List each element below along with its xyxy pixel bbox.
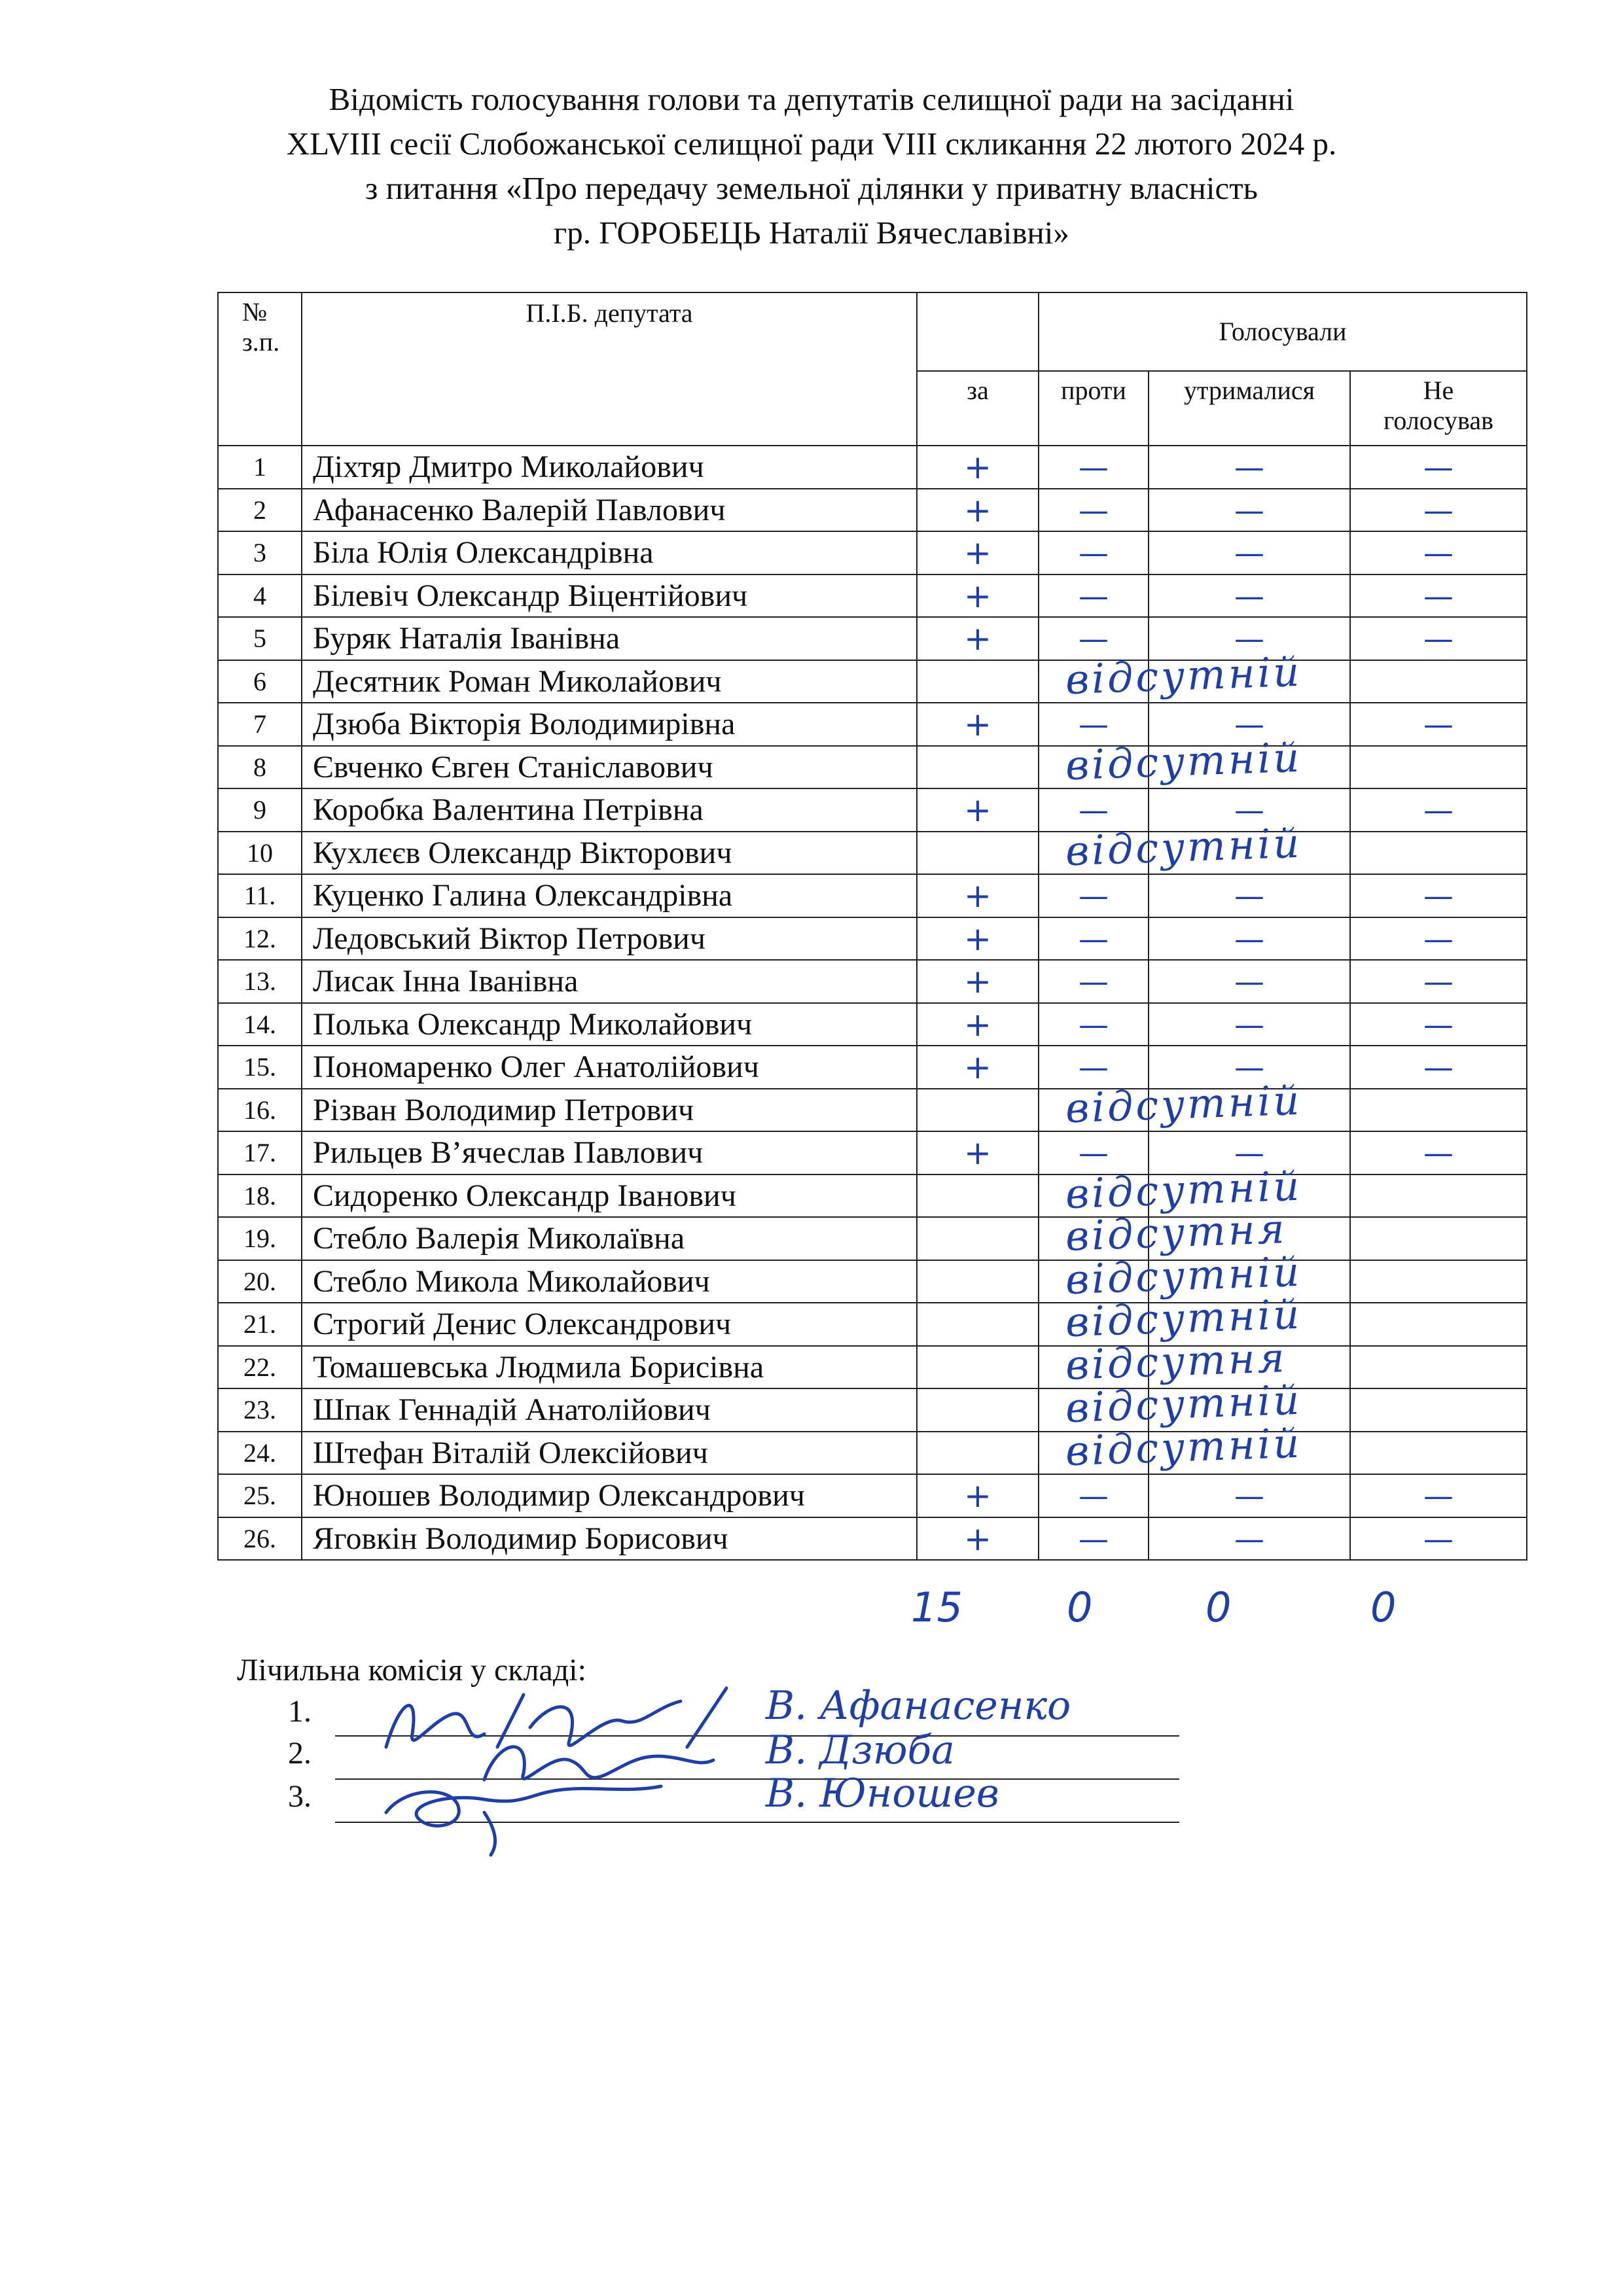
deputy-name: Куценко Галина Олександрівна [302,874,917,917]
vote-dash-mark: — [1234,1135,1264,1171]
vote-dash-mark: — [1423,621,1454,656]
deputy-name: Дзюба Вікторія Володимирівна [302,703,917,746]
absent-note: відсутній [1064,1076,1303,1132]
title-line-2: XLVIII сесії Слобожанської селищної ради VIII скликання 22 лютого 2024 р. [286,126,1337,162]
vote-dash-mark: — [1234,492,1264,528]
deputy-name: Афанасенко Валерій Павлович [302,489,917,532]
deputy-name: Коробка Валентина Петрівна [302,788,917,832]
table-row [218,1260,1527,1303]
vote-dash-mark: — [1079,1478,1109,1513]
vote-not-voted-cell [1350,1217,1527,1260]
vote-for-cell [917,531,1039,574]
vote-not-voted-cell [1350,788,1527,832]
row-number: 12. [218,917,302,961]
vote-for-cell [917,1003,1039,1046]
table-row [218,489,1527,532]
row-number: 15. [218,1046,302,1089]
vote-dash-mark: — [1234,878,1264,913]
deputy-name: Ледовський Віктор Петрович [302,917,917,961]
vote-for-cell [917,660,1039,703]
vote-abstained-cell [1149,489,1350,532]
absent-note: відсутній [1064,1290,1303,1347]
vote-for-cell [917,1089,1039,1132]
vote-against-cell [1039,1003,1149,1046]
header-empty [917,292,1039,371]
table-row [218,703,1527,746]
table-row [218,1346,1527,1389]
row-number: 4 [218,574,302,618]
vote-dash-mark: — [1234,792,1264,828]
vote-dash-mark: — [1079,450,1109,485]
vote-not-voted-cell [1350,1046,1527,1089]
vote-abstained-cell [1149,1003,1350,1046]
row-number: 5 [218,617,302,660]
vote-plus-mark: + [964,620,991,658]
vote-for-cell [917,917,1039,961]
table-row [218,660,1527,703]
vote-dash-mark: — [1079,621,1109,656]
deputy-name: Різван Володимир Петрович [302,1089,917,1132]
vote-against-cell [1039,1474,1149,1517]
vote-against-cell [1039,1076,1303,1132]
vote-not-voted-cell [1350,746,1527,789]
vote-not-voted-cell [1350,1432,1527,1475]
vote-for-cell [917,1046,1039,1089]
vote-against-cell [1039,733,1303,789]
vote-dash-mark: — [1079,1006,1109,1042]
vote-for-cell [917,1174,1039,1218]
row-number: 22. [218,1346,302,1389]
vote-plus-mark: + [964,491,991,529]
vote-not-voted-cell [1350,617,1527,660]
vote-plus-mark: + [964,1048,991,1086]
vote-abstained-cell [1149,574,1350,618]
vote-plus-mark: + [964,791,991,829]
table-row [218,531,1527,574]
table-row [218,917,1527,961]
deputy-name: Білевіч Олександр Віцентійович [302,574,917,618]
vote-for-cell [917,1517,1039,1561]
vote-for-cell [917,874,1039,917]
vote-for-cell [917,1260,1039,1303]
vote-dash-mark: — [1079,921,1109,957]
deputy-name: Томашевська Людмила Борисівна [302,1346,917,1389]
deputy-name: Стебло Валерія Миколаївна [302,1217,917,1260]
vote-dash-mark: — [1234,578,1264,614]
vote-dash-mark: — [1423,578,1454,614]
vote-against-cell [1039,489,1149,532]
vote-for-cell [917,1131,1039,1174]
table-row [218,1217,1527,1260]
vote-dash-mark: — [1079,1050,1109,1085]
vote-not-voted-cell [1350,446,1527,489]
deputy-name: Стебло Микола Миколайович [302,1260,917,1303]
commission-member-3-name: В. Юношев [766,1771,999,1816]
vote-abstained-cell [1149,832,1350,875]
deputy-name: Десятник Роман Миколайович [302,660,917,703]
vote-for-cell [917,832,1039,875]
table-row [218,1131,1527,1174]
deputy-name: Діхтяр Дмитро Миколайович [302,446,917,489]
row-number: 18. [218,1174,302,1218]
row-number: 11. [218,874,302,917]
vote-dash-mark: — [1423,1050,1454,1085]
vote-against-cell [1039,574,1149,618]
vote-dash-mark: — [1234,1478,1264,1513]
commission-member-3-number: 3. [288,1779,312,1814]
vote-dash-mark: — [1079,1521,1109,1557]
vote-abstained-cell [1149,660,1350,703]
row-number: 10 [218,832,302,875]
row-number: 20. [218,1260,302,1303]
vote-dash-mark: — [1234,964,1264,999]
vote-not-voted-cell [1350,574,1527,618]
vote-for-cell [917,746,1039,789]
vote-dash-mark: — [1079,535,1109,571]
table-row [218,1517,1527,1561]
vote-abstained-cell [1149,1089,1350,1132]
row-number: 25. [218,1474,302,1517]
row-number: 17. [218,1131,302,1174]
commission-label: Лічильна комісія у складі: [237,1653,586,1687]
deputy-name: Яговкін Володимир Борисович [302,1517,917,1561]
vote-plus-mark: + [964,1005,991,1044]
vote-plus-mark: + [964,877,991,915]
vote-dash-mark: — [1423,1521,1454,1557]
vote-dash-mark: — [1234,921,1264,957]
vote-not-voted-cell [1350,1003,1527,1046]
vote-dash-mark: — [1079,792,1109,828]
vote-abstained-cell [1149,531,1350,574]
title-line-4: гр. ГОРОБЕЦЬ Наталії Вячеславівні» [554,215,1069,251]
vote-abstained-cell [1149,746,1350,789]
table-row [218,1303,1527,1346]
vote-abstained-cell [1149,1517,1350,1561]
header-abstained: утрималися [1149,371,1350,446]
vote-dash-mark: — [1079,964,1109,999]
vote-not-voted-cell [1350,1346,1527,1389]
vote-abstained-cell [1149,874,1350,917]
vote-not-voted-cell [1350,960,1527,1003]
deputy-name: Юношев Володимир Олександрович [302,1474,917,1517]
total-for: 15 [911,1583,963,1631]
row-number: 2 [218,489,302,532]
deputy-name: Буряк Наталія Іванівна [302,617,917,660]
header-against: проти [1039,371,1149,446]
vote-dash-mark: — [1423,964,1454,999]
vote-against-cell [1039,446,1149,489]
table-row [218,1174,1527,1218]
deputy-name: Євченко Євген Станіславович [302,746,917,789]
vote-dash-mark: — [1423,707,1454,742]
commission-member-2-name: В. Дзюба [766,1727,955,1773]
deputy-name: Біла Юлія Олександрівна [302,531,917,574]
absent-note: відсутній [1064,819,1303,875]
row-number: 21. [218,1303,302,1346]
vote-dash-mark: — [1079,492,1109,528]
vote-not-voted-cell [1350,531,1527,574]
row-number: 1 [218,446,302,489]
table-row [218,1003,1527,1046]
row-number: 13. [218,960,302,1003]
table-row [218,746,1527,789]
title-line-3: з питання «Про передачу земельної ділянки у приватну власність [365,170,1258,206]
deputy-name: Полька Олександр Миколайович [302,1003,917,1046]
vote-against-cell [1039,647,1303,703]
table-row [218,960,1527,1003]
vote-for-cell [917,446,1039,489]
vote-not-voted-cell [1350,874,1527,917]
absent-note: відсутня [1064,1205,1288,1260]
row-number: 3 [218,531,302,574]
vote-plus-mark: + [964,448,991,486]
vote-dash-mark: — [1423,921,1454,957]
vote-dash-mark: — [1234,1521,1264,1557]
vote-not-voted-cell [1350,1388,1527,1432]
row-number: 14. [218,1003,302,1046]
vote-for-cell [917,1432,1039,1475]
vote-not-voted-cell [1350,1131,1527,1174]
table-row [218,788,1527,832]
vote-dash-mark: — [1079,578,1109,614]
vote-not-voted-cell [1350,1517,1527,1561]
vote-not-voted-cell [1350,1174,1527,1218]
vote-against-cell [1039,917,1149,961]
vote-dash-mark: — [1423,792,1454,828]
header-voted: Голосували [1039,292,1527,371]
table-row [218,1474,1527,1517]
row-number: 24. [218,1432,302,1475]
vote-for-cell [917,788,1039,832]
vote-dash-mark: — [1079,878,1109,913]
deputy-name: Рильцев В’ячеслав Павлович [302,1131,917,1174]
vote-for-cell [917,703,1039,746]
header-for: за [917,371,1039,446]
row-number: 26. [218,1517,302,1561]
header-not-voted: Не голосував [1350,371,1527,446]
vote-dash-mark: — [1234,1006,1264,1042]
vote-plus-mark: + [964,534,991,572]
deputy-name: Штефан Віталій Олексійович [302,1432,917,1475]
total-against: 0 [1067,1583,1093,1631]
vote-plus-mark: + [964,919,991,958]
vote-for-cell [917,960,1039,1003]
vote-dash-mark: — [1234,535,1264,571]
vote-plus-mark: + [964,576,991,615]
title-line-1: Відомість голосування голови та депутатів селищної ради на засіданні [329,81,1294,117]
vote-not-voted-cell [1350,703,1527,746]
vote-against-cell [1039,1517,1149,1561]
table-row [218,874,1527,917]
absent-note: відсутній [1064,647,1303,703]
vote-for-cell [917,1346,1039,1389]
row-number: 8 [218,746,302,789]
vote-against-cell [1039,960,1149,1003]
absent-note: відсутня [1064,1333,1288,1389]
vote-dash-mark: — [1234,621,1264,656]
vote-against-cell [1039,819,1303,875]
row-number: 16. [218,1089,302,1132]
vote-against-cell [1039,1419,1303,1475]
vote-for-cell [917,1474,1039,1517]
absent-note: відсутній [1064,733,1303,789]
absent-note: відсутній [1064,1375,1303,1432]
vote-not-voted-cell [1350,1089,1527,1132]
total-not-voted: 0 [1370,1583,1397,1631]
vote-plus-mark: + [964,1519,991,1558]
vote-dash-mark: — [1234,450,1264,485]
vote-dash-mark: — [1079,707,1109,742]
vote-dash-mark: — [1423,450,1454,485]
vote-dash-mark: — [1079,1135,1109,1171]
vote-abstained-cell [1149,1474,1350,1517]
row-number: 7 [218,703,302,746]
absent-note: відсутній [1064,1247,1303,1303]
absent-note: відсутній [1064,1161,1303,1218]
vote-dash-mark: — [1234,707,1264,742]
vote-dash-mark: — [1423,492,1454,528]
row-number: 23. [218,1388,302,1432]
vote-for-cell [917,574,1039,618]
deputy-name: Сидоренко Олександр Іванович [302,1174,917,1218]
vote-against-cell [1039,874,1149,917]
vote-dash-mark: — [1423,535,1454,571]
total-abstained: 0 [1205,1583,1232,1631]
vote-against-cell [1039,531,1149,574]
table-row [218,1388,1527,1432]
vote-abstained-cell [1149,1432,1350,1475]
table-row [218,1432,1527,1475]
deputy-name: Кухлєєв Олександр Вікторович [302,832,917,875]
vote-not-voted-cell [1350,1474,1527,1517]
vote-not-voted-cell [1350,1303,1527,1346]
table-row [218,617,1527,660]
vote-for-cell [917,1217,1039,1260]
vote-not-voted-cell [1350,489,1527,532]
vote-dash-mark: — [1423,878,1454,913]
vote-not-voted-cell [1350,917,1527,961]
document-title [0,77,1623,255]
deputy-name: Строгий Денис Олександрович [302,1303,917,1346]
vote-not-voted-cell [1350,660,1527,703]
vote-plus-mark: + [964,1134,991,1172]
vote-plus-mark: + [964,705,991,743]
vote-for-cell [917,617,1039,660]
commission-member-2-number: 2. [288,1736,312,1771]
vote-dash-mark: — [1423,1478,1454,1513]
commission-member-1-number: 1. [288,1694,312,1729]
deputy-name: Пономаренко Олег Анатолійович [302,1046,917,1089]
row-number: 19. [218,1217,302,1260]
commission-member-1-name: В. Афанасенко [766,1683,1071,1729]
vote-for-cell [917,489,1039,532]
deputy-name: Шпак Геннадій Анатолійович [302,1388,917,1432]
table-row [218,1046,1527,1089]
vote-not-voted-cell [1350,832,1527,875]
absent-note: відсутній [1064,1419,1303,1475]
voting-table [217,292,1527,1561]
header-name: П.І.Б. депутата [302,292,917,446]
vote-plus-mark: + [964,1477,991,1515]
signature-3-graphic [366,1767,681,1858]
vote-not-voted-cell [1350,1260,1527,1303]
vote-abstained-cell [1149,960,1350,1003]
row-number: 6 [218,660,302,703]
vote-plus-mark: + [964,963,991,1000]
vote-abstained-cell [1149,917,1350,961]
table-row [218,832,1527,875]
deputy-name: Лисак Інна Іванівна [302,960,917,1003]
table-row [218,574,1527,618]
vote-dash-mark: — [1423,1006,1454,1042]
vote-dash-mark: — [1423,1135,1454,1171]
vote-dash-mark: — [1234,1050,1264,1085]
vote-for-cell [917,1303,1039,1346]
table-row [218,1089,1527,1132]
table-row [218,446,1527,489]
vote-abstained-cell [1149,446,1350,489]
row-number: 9 [218,788,302,832]
vote-for-cell [917,1388,1039,1432]
header-number: № з.п. [218,292,302,446]
